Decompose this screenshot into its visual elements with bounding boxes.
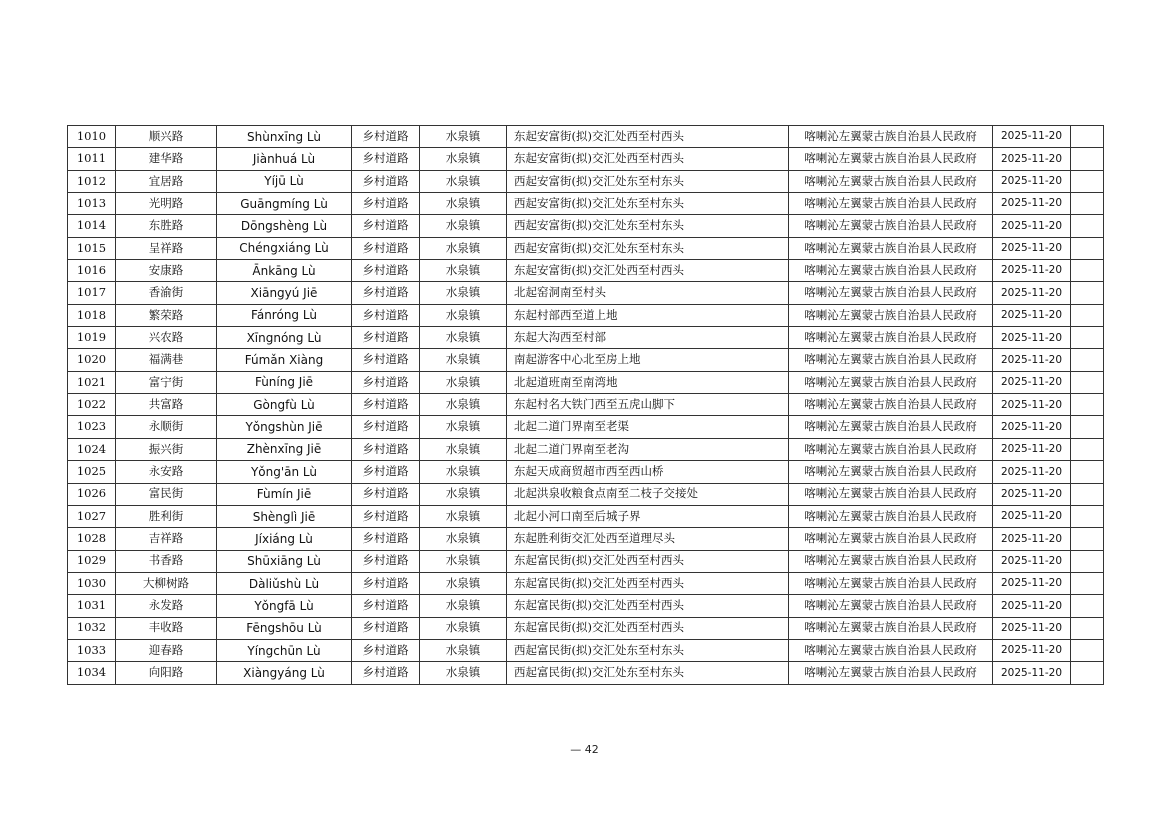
road-category-cell: 乡村道路 <box>352 394 420 416</box>
start-end-description-cell: 东起富民街(拟)交汇处西至村西头 <box>507 617 789 639</box>
township-cell: 水泉镇 <box>420 483 507 505</box>
road-category-cell: 乡村道路 <box>352 505 420 527</box>
approving-authority-cell: 喀喇沁左翼蒙古族自治县人民政府 <box>789 170 993 192</box>
road-category-cell: 乡村道路 <box>352 170 420 192</box>
table-row <box>68 282 1104 304</box>
township-cell: 水泉镇 <box>420 282 507 304</box>
table-row <box>68 126 1104 148</box>
road-category-cell: 乡村道路 <box>352 148 420 170</box>
serial-number-cell: 1019 <box>68 327 116 349</box>
approving-authority-cell: 喀喇沁左翼蒙古族自治县人民政府 <box>789 349 993 371</box>
road-name-cell: 大柳树路 <box>116 572 217 594</box>
table-row <box>68 550 1104 572</box>
township-cell: 水泉镇 <box>420 528 507 550</box>
approving-authority-cell: 喀喇沁左翼蒙古族自治县人民政府 <box>789 215 993 237</box>
approval-date-cell: 2025-11-20 <box>993 304 1071 326</box>
remarks-cell <box>1071 394 1104 416</box>
pinyin-name-cell: Zhènxīng Jiē <box>217 438 352 460</box>
township-cell: 水泉镇 <box>420 371 507 393</box>
road-category-cell: 乡村道路 <box>352 528 420 550</box>
serial-number-cell: 1025 <box>68 461 116 483</box>
remarks-cell <box>1071 461 1104 483</box>
serial-number-cell: 1029 <box>68 550 116 572</box>
start-end-description-cell: 东起村部西至道上地 <box>507 304 789 326</box>
start-end-description-cell: 北起二道门界南至老渠 <box>507 416 789 438</box>
start-end-description-cell: 西起富民街(拟)交汇处东至村东头 <box>507 662 789 684</box>
approval-date-cell: 2025-11-20 <box>993 461 1071 483</box>
start-end-description-cell: 西起安富街(拟)交汇处东至村东头 <box>507 237 789 259</box>
page-number: — 42 <box>570 743 599 756</box>
start-end-description-cell: 东起安富街(拟)交汇处西至村西头 <box>507 126 789 148</box>
road-name-cell: 宜居路 <box>116 170 217 192</box>
township-cell: 水泉镇 <box>420 148 507 170</box>
pinyin-name-cell: Fùníng Jiē <box>217 371 352 393</box>
start-end-description-cell: 东起胜利街交汇处西至道理尽头 <box>507 528 789 550</box>
start-end-description-cell: 东起大沟西至村部 <box>507 327 789 349</box>
road-name-table <box>67 125 1104 685</box>
approving-authority-cell: 喀喇沁左翼蒙古族自治县人民政府 <box>789 528 993 550</box>
township-cell: 水泉镇 <box>420 327 507 349</box>
approving-authority-cell: 喀喇沁左翼蒙古族自治县人民政府 <box>789 461 993 483</box>
pinyin-name-cell: Shūxiāng Lù <box>217 550 352 572</box>
remarks-cell <box>1071 505 1104 527</box>
approving-authority-cell: 喀喇沁左翼蒙古族自治县人民政府 <box>789 327 993 349</box>
table-row <box>68 327 1104 349</box>
start-end-description-cell: 西起富民街(拟)交汇处东至村东头 <box>507 639 789 661</box>
start-end-description-cell: 北起二道门界南至老沟 <box>507 438 789 460</box>
start-end-description-cell: 东起富民街(拟)交汇处西至村西头 <box>507 595 789 617</box>
table-row <box>68 572 1104 594</box>
township-cell: 水泉镇 <box>420 505 507 527</box>
township-cell: 水泉镇 <box>420 572 507 594</box>
start-end-description-cell: 东起富民街(拟)交汇处西至村西头 <box>507 572 789 594</box>
serial-number-cell: 1011 <box>68 148 116 170</box>
road-name-cell: 永安路 <box>116 461 217 483</box>
table-row <box>68 237 1104 259</box>
approving-authority-cell: 喀喇沁左翼蒙古族自治县人民政府 <box>789 304 993 326</box>
approval-date-cell: 2025-11-20 <box>993 595 1071 617</box>
table-row <box>68 349 1104 371</box>
remarks-cell <box>1071 572 1104 594</box>
road-category-cell: 乡村道路 <box>352 617 420 639</box>
approval-date-cell: 2025-11-20 <box>993 170 1071 192</box>
pinyin-name-cell: Yǒng'ān Lù <box>217 461 352 483</box>
approving-authority-cell: 喀喇沁左翼蒙古族自治县人民政府 <box>789 438 993 460</box>
remarks-cell <box>1071 170 1104 192</box>
approval-date-cell: 2025-11-20 <box>993 550 1071 572</box>
serial-number-cell: 1010 <box>68 126 116 148</box>
approving-authority-cell: 喀喇沁左翼蒙古族自治县人民政府 <box>789 483 993 505</box>
township-cell: 水泉镇 <box>420 170 507 192</box>
road-category-cell: 乡村道路 <box>352 572 420 594</box>
township-cell: 水泉镇 <box>420 215 507 237</box>
pinyin-name-cell: Shènglì Jiē <box>217 505 352 527</box>
approving-authority-cell: 喀喇沁左翼蒙古族自治县人民政府 <box>789 126 993 148</box>
start-end-description-cell: 东起安富街(拟)交汇处西至村西头 <box>507 260 789 282</box>
table-row <box>68 595 1104 617</box>
start-end-description-cell: 东起天成商贸超市西至西山桥 <box>507 461 789 483</box>
township-cell: 水泉镇 <box>420 349 507 371</box>
road-name-cell: 福满巷 <box>116 349 217 371</box>
pinyin-name-cell: Fúmǎn Xiàng <box>217 349 352 371</box>
township-cell: 水泉镇 <box>420 193 507 215</box>
approval-date-cell: 2025-11-20 <box>993 505 1071 527</box>
road-category-cell: 乡村道路 <box>352 639 420 661</box>
road-category-cell: 乡村道路 <box>352 416 420 438</box>
start-end-description-cell: 北起洪泉收粮食点南至二枝子交接处 <box>507 483 789 505</box>
remarks-cell <box>1071 237 1104 259</box>
township-cell: 水泉镇 <box>420 438 507 460</box>
pinyin-name-cell: Yíngchūn Lù <box>217 639 352 661</box>
road-name-cell: 丰收路 <box>116 617 217 639</box>
remarks-cell <box>1071 126 1104 148</box>
approval-date-cell: 2025-11-20 <box>993 639 1071 661</box>
approval-date-cell: 2025-11-20 <box>993 662 1071 684</box>
pinyin-name-cell: Xiàngyáng Lù <box>217 662 352 684</box>
road-category-cell: 乡村道路 <box>352 595 420 617</box>
table-row <box>68 148 1104 170</box>
start-end-description-cell: 北起窑洞南至村头 <box>507 282 789 304</box>
remarks-cell <box>1071 260 1104 282</box>
road-name-cell: 安康路 <box>116 260 217 282</box>
township-cell: 水泉镇 <box>420 461 507 483</box>
remarks-cell <box>1071 148 1104 170</box>
approval-date-cell: 2025-11-20 <box>993 617 1071 639</box>
approval-date-cell: 2025-11-20 <box>993 371 1071 393</box>
approving-authority-cell: 喀喇沁左翼蒙古族自治县人民政府 <box>789 237 993 259</box>
road-name-cell: 向阳路 <box>116 662 217 684</box>
table-row <box>68 505 1104 527</box>
remarks-cell <box>1071 349 1104 371</box>
township-cell: 水泉镇 <box>420 662 507 684</box>
approval-date-cell: 2025-11-20 <box>993 483 1071 505</box>
road-category-cell: 乡村道路 <box>352 304 420 326</box>
township-cell: 水泉镇 <box>420 304 507 326</box>
road-name-cell: 富宁街 <box>116 371 217 393</box>
road-name-cell: 顺兴路 <box>116 126 217 148</box>
township-cell: 水泉镇 <box>420 595 507 617</box>
road-category-cell: 乡村道路 <box>352 550 420 572</box>
remarks-cell <box>1071 304 1104 326</box>
approval-date-cell: 2025-11-20 <box>993 572 1071 594</box>
serial-number-cell: 1017 <box>68 282 116 304</box>
pinyin-name-cell: Dàliǔshù Lù <box>217 572 352 594</box>
township-cell: 水泉镇 <box>420 550 507 572</box>
approval-date-cell: 2025-11-20 <box>993 528 1071 550</box>
approving-authority-cell: 喀喇沁左翼蒙古族自治县人民政府 <box>789 193 993 215</box>
remarks-cell <box>1071 639 1104 661</box>
start-end-description-cell: 东起安富街(拟)交汇处西至村西头 <box>507 148 789 170</box>
pinyin-name-cell: Xīngnóng Lù <box>217 327 352 349</box>
road-category-cell: 乡村道路 <box>352 371 420 393</box>
pinyin-name-cell: Xiāngyú Jiē <box>217 282 352 304</box>
pinyin-name-cell: Shùnxīng Lù <box>217 126 352 148</box>
table-body <box>68 126 1104 685</box>
road-name-cell: 吉祥路 <box>116 528 217 550</box>
approving-authority-cell: 喀喇沁左翼蒙古族自治县人民政府 <box>789 550 993 572</box>
road-name-cell: 繁荣路 <box>116 304 217 326</box>
road-category-cell: 乡村道路 <box>352 193 420 215</box>
approval-date-cell: 2025-11-20 <box>993 193 1071 215</box>
approval-date-cell: 2025-11-20 <box>993 416 1071 438</box>
serial-number-cell: 1033 <box>68 639 116 661</box>
table-row <box>68 662 1104 684</box>
serial-number-cell: 1014 <box>68 215 116 237</box>
table-row <box>68 193 1104 215</box>
road-name-cell: 胜利街 <box>116 505 217 527</box>
serial-number-cell: 1027 <box>68 505 116 527</box>
remarks-cell <box>1071 662 1104 684</box>
approving-authority-cell: 喀喇沁左翼蒙古族自治县人民政府 <box>789 572 993 594</box>
serial-number-cell: 1012 <box>68 170 116 192</box>
serial-number-cell: 1020 <box>68 349 116 371</box>
approval-date-cell: 2025-11-20 <box>993 148 1071 170</box>
road-category-cell: 乡村道路 <box>352 349 420 371</box>
remarks-cell <box>1071 416 1104 438</box>
road-name-cell: 书香路 <box>116 550 217 572</box>
serial-number-cell: 1030 <box>68 572 116 594</box>
remarks-cell <box>1071 617 1104 639</box>
township-cell: 水泉镇 <box>420 617 507 639</box>
serial-number-cell: 1013 <box>68 193 116 215</box>
table-row <box>68 260 1104 282</box>
road-name-cell: 振兴街 <box>116 438 217 460</box>
serial-number-cell: 1028 <box>68 528 116 550</box>
table-row <box>68 617 1104 639</box>
serial-number-cell: 1022 <box>68 394 116 416</box>
road-name-cell: 永发路 <box>116 595 217 617</box>
approval-date-cell: 2025-11-20 <box>993 327 1071 349</box>
pinyin-name-cell: Dōngshèng Lù <box>217 215 352 237</box>
road-category-cell: 乡村道路 <box>352 260 420 282</box>
road-name-cell: 建华路 <box>116 148 217 170</box>
start-end-description-cell: 北起小河口南至后城子界 <box>507 505 789 527</box>
table-row <box>68 639 1104 661</box>
start-end-description-cell: 南起游客中心北至房上地 <box>507 349 789 371</box>
table-row <box>68 416 1104 438</box>
approving-authority-cell: 喀喇沁左翼蒙古族自治县人民政府 <box>789 148 993 170</box>
township-cell: 水泉镇 <box>420 237 507 259</box>
approving-authority-cell: 喀喇沁左翼蒙古族自治县人民政府 <box>789 260 993 282</box>
road-name-cell: 光明路 <box>116 193 217 215</box>
remarks-cell <box>1071 371 1104 393</box>
remarks-cell <box>1071 282 1104 304</box>
approval-date-cell: 2025-11-20 <box>993 394 1071 416</box>
approval-date-cell: 2025-11-20 <box>993 260 1071 282</box>
pinyin-name-cell: Ānkāng Lù <box>217 260 352 282</box>
pinyin-name-cell: Guāngmíng Lù <box>217 193 352 215</box>
remarks-cell <box>1071 215 1104 237</box>
remarks-cell <box>1071 595 1104 617</box>
table-row <box>68 215 1104 237</box>
table-row <box>68 483 1104 505</box>
start-end-description-cell: 北起道班南至南湾地 <box>507 371 789 393</box>
approval-date-cell: 2025-11-20 <box>993 215 1071 237</box>
remarks-cell <box>1071 438 1104 460</box>
serial-number-cell: 1031 <box>68 595 116 617</box>
road-name-cell: 共富路 <box>116 394 217 416</box>
pinyin-name-cell: Fùmín Jiē <box>217 483 352 505</box>
remarks-cell <box>1071 327 1104 349</box>
road-category-cell: 乡村道路 <box>352 237 420 259</box>
road-name-cell: 迎春路 <box>116 639 217 661</box>
road-name-cell: 香渝街 <box>116 282 217 304</box>
approval-date-cell: 2025-11-20 <box>993 282 1071 304</box>
remarks-cell <box>1071 483 1104 505</box>
approving-authority-cell: 喀喇沁左翼蒙古族自治县人民政府 <box>789 394 993 416</box>
road-category-cell: 乡村道路 <box>352 438 420 460</box>
township-cell: 水泉镇 <box>420 639 507 661</box>
approving-authority-cell: 喀喇沁左翼蒙古族自治县人民政府 <box>789 505 993 527</box>
approving-authority-cell: 喀喇沁左翼蒙古族自治县人民政府 <box>789 617 993 639</box>
township-cell: 水泉镇 <box>420 260 507 282</box>
start-end-description-cell: 东起富民街(拟)交汇处西至村西头 <box>507 550 789 572</box>
start-end-description-cell: 西起安富街(拟)交汇处东至村东头 <box>507 170 789 192</box>
pinyin-name-cell: Yǒngfā Lù <box>217 595 352 617</box>
approval-date-cell: 2025-11-20 <box>993 237 1071 259</box>
road-name-cell: 永顺街 <box>116 416 217 438</box>
approving-authority-cell: 喀喇沁左翼蒙古族自治县人民政府 <box>789 662 993 684</box>
table-row <box>68 528 1104 550</box>
pinyin-name-cell: Jíxiáng Lù <box>217 528 352 550</box>
road-category-cell: 乡村道路 <box>352 282 420 304</box>
remarks-cell <box>1071 528 1104 550</box>
serial-number-cell: 1032 <box>68 617 116 639</box>
serial-number-cell: 1034 <box>68 662 116 684</box>
serial-number-cell: 1024 <box>68 438 116 460</box>
pinyin-name-cell: Yǒngshùn Jiē <box>217 416 352 438</box>
approving-authority-cell: 喀喇沁左翼蒙古族自治县人民政府 <box>789 639 993 661</box>
start-end-description-cell: 东起村名大铁门西至五虎山脚下 <box>507 394 789 416</box>
start-end-description-cell: 西起安富街(拟)交汇处东至村东头 <box>507 215 789 237</box>
township-cell: 水泉镇 <box>420 416 507 438</box>
table-row <box>68 170 1104 192</box>
pinyin-name-cell: Gòngfù Lù <box>217 394 352 416</box>
approval-date-cell: 2025-11-20 <box>993 349 1071 371</box>
approving-authority-cell: 喀喇沁左翼蒙古族自治县人民政府 <box>789 282 993 304</box>
serial-number-cell: 1018 <box>68 304 116 326</box>
serial-number-cell: 1016 <box>68 260 116 282</box>
road-name-cell: 富民街 <box>116 483 217 505</box>
start-end-description-cell: 西起安富街(拟)交汇处东至村东头 <box>507 193 789 215</box>
pinyin-name-cell: Fánróng Lù <box>217 304 352 326</box>
serial-number-cell: 1021 <box>68 371 116 393</box>
pinyin-name-cell: Fēngshōu Lù <box>217 617 352 639</box>
table-row <box>68 394 1104 416</box>
table-row <box>68 461 1104 483</box>
road-name-cell: 东胜路 <box>116 215 217 237</box>
table-row <box>68 371 1104 393</box>
pinyin-name-cell: Chéngxiáng Lù <box>217 237 352 259</box>
road-category-cell: 乡村道路 <box>352 662 420 684</box>
road-name-cell: 呈祥路 <box>116 237 217 259</box>
approval-date-cell: 2025-11-20 <box>993 126 1071 148</box>
approving-authority-cell: 喀喇沁左翼蒙古族自治县人民政府 <box>789 416 993 438</box>
remarks-cell <box>1071 193 1104 215</box>
table-row <box>68 304 1104 326</box>
pinyin-name-cell: Jiànhuá Lù <box>217 148 352 170</box>
township-cell: 水泉镇 <box>420 394 507 416</box>
road-category-cell: 乡村道路 <box>352 483 420 505</box>
road-category-cell: 乡村道路 <box>352 215 420 237</box>
road-category-cell: 乡村道路 <box>352 327 420 349</box>
approval-date-cell: 2025-11-20 <box>993 438 1071 460</box>
remarks-cell <box>1071 550 1104 572</box>
road-name-cell: 兴农路 <box>116 327 217 349</box>
serial-number-cell: 1026 <box>68 483 116 505</box>
township-cell: 水泉镇 <box>420 126 507 148</box>
pinyin-name-cell: Yíjū Lù <box>217 170 352 192</box>
road-category-cell: 乡村道路 <box>352 126 420 148</box>
road-category-cell: 乡村道路 <box>352 461 420 483</box>
serial-number-cell: 1023 <box>68 416 116 438</box>
approving-authority-cell: 喀喇沁左翼蒙古族自治县人民政府 <box>789 371 993 393</box>
serial-number-cell: 1015 <box>68 237 116 259</box>
table-row <box>68 438 1104 460</box>
approving-authority-cell: 喀喇沁左翼蒙古族自治县人民政府 <box>789 595 993 617</box>
